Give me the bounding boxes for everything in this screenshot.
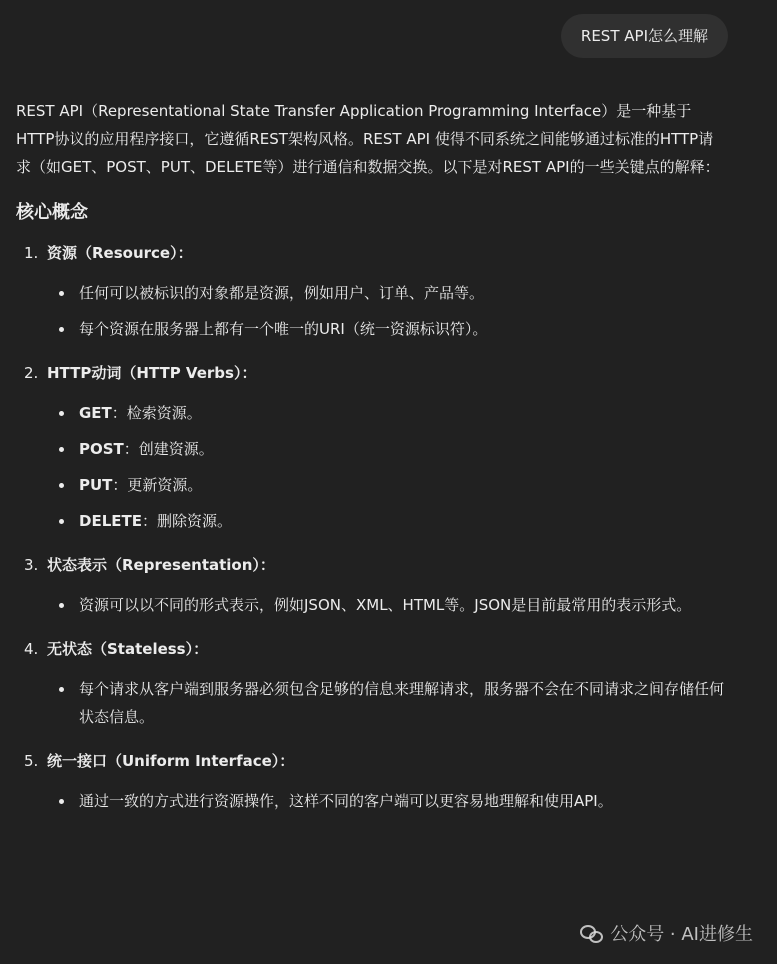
bullet-item <box>16 787 728 815</box>
concept-item-title <box>16 635 728 663</box>
bullet-text: 资源可以以不同的形式表示，例如JSON、XML、HTML等。JSON是目前最常用的表示形式。 <box>79 596 692 614</box>
concept-item-title-text: HTTP动词（HTTP Verbs）： <box>47 364 257 382</box>
bullet-item <box>16 315 728 343</box>
bullet-dot-icon <box>59 327 64 332</box>
concept-item <box>16 635 728 731</box>
concept-item-title <box>16 239 728 267</box>
bullet-dot-icon <box>59 291 64 296</box>
bullet-dot-icon <box>59 411 64 416</box>
bullet-item <box>16 471 728 499</box>
watermark <box>580 920 753 946</box>
concept-item-title <box>16 359 728 387</box>
watermark-text: 公众号 · AI进修生 <box>610 924 753 945</box>
bullet-item <box>16 675 728 731</box>
concept-item-number: 2. <box>24 364 39 382</box>
concept-item-title-text: 无状态（Stateless）： <box>47 640 209 658</box>
bullet-dot-icon <box>59 603 64 608</box>
bullet-strong: POST <box>79 440 124 458</box>
bullet-dot-icon <box>59 447 64 452</box>
concept-item-title <box>16 551 728 579</box>
bullet-text: 每个请求从客户端到服务器必须包含足够的信息来理解请求，服务器不会在不同请求之间存储任何状态信息。 <box>79 680 725 726</box>
bullet-text: ：删除资源。 <box>141 512 232 530</box>
bullet-list <box>16 591 728 619</box>
concept-item-number: 3. <box>24 556 39 574</box>
bullet-list <box>16 787 728 815</box>
wechat-icon <box>580 924 602 942</box>
bullet-item <box>16 591 728 619</box>
bullet-dot-icon <box>59 483 64 488</box>
bullet-text: ：检索资源。 <box>111 404 202 422</box>
bullet-strong: GET <box>79 404 112 422</box>
bullet-text: 通过一致的方式进行资源操作，这样不同的客户端可以更容易地理解和使用API。 <box>79 792 613 810</box>
concept-item <box>16 239 728 343</box>
bullet-text: 任何可以被标识的对象都是资源，例如用户、订单、产品等。 <box>79 284 485 302</box>
bullet-text: ：创建资源。 <box>123 440 214 458</box>
bullet-item <box>16 399 728 427</box>
concept-item-title-text: 资源（Resource）： <box>47 244 193 262</box>
user-message-bubble: REST API怎么理解 <box>561 14 728 58</box>
concept-item-number: 5. <box>24 752 39 770</box>
assistant-answer <box>16 97 728 831</box>
concept-item-number: 4. <box>24 640 39 658</box>
concept-item-number: 1. <box>24 244 39 262</box>
concept-item <box>16 551 728 619</box>
bullet-text: 每个资源在服务器上都有一个唯一的URI（统一资源标识符）。 <box>79 320 488 338</box>
bullet-list <box>16 279 728 343</box>
intro-paragraph: REST API（Representational State Transfer Application Programming Interface）是一种基于HTTP协议的应用程序接口，它遵循REST架构风格。REST API 使得不同系统之间能够通过标准的HTTP请求（如GET、POST、PUT、DELETE等）进行通信和数据交换。以下是对REST API的一些关键点的解释： <box>16 102 720 176</box>
concept-item-title-text: 状态表示（Representation）： <box>47 556 275 574</box>
bullet-dot-icon <box>59 799 64 804</box>
concept-item-title <box>16 747 728 775</box>
concept-item <box>16 359 728 535</box>
bullet-strong: DELETE <box>79 512 142 530</box>
bullet-list <box>16 399 728 535</box>
bullet-strong: PUT <box>79 476 113 494</box>
bullet-item <box>16 507 728 535</box>
bullet-item <box>16 279 728 307</box>
concept-list <box>16 239 728 815</box>
concept-item <box>16 747 728 815</box>
bullet-text: ：更新资源。 <box>112 476 203 494</box>
bullet-item <box>16 435 728 463</box>
bullet-dot-icon <box>59 687 64 692</box>
concept-item-title-text: 统一接口（Uniform Interface）： <box>47 752 295 770</box>
section-title: 核心概念 <box>16 202 88 223</box>
bullet-list <box>16 675 728 731</box>
bullet-dot-icon <box>59 519 64 524</box>
